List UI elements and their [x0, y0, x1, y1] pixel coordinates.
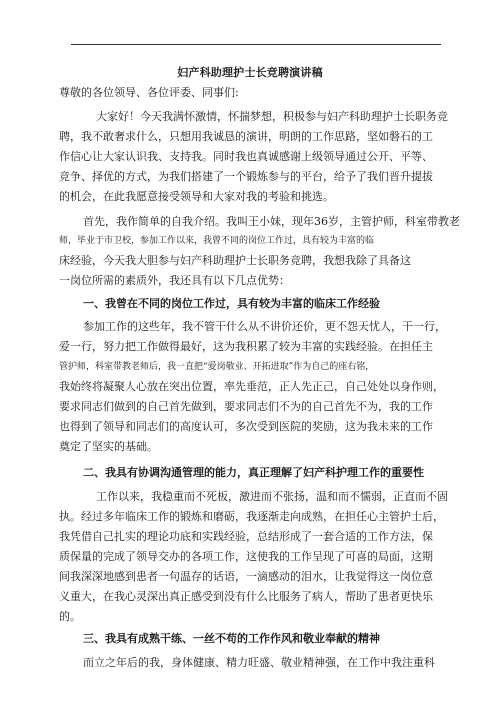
body-text-line: 义重大，在我心灵深出真正感受到没有什么比服务了病人，帮助了患者更快乐 — [59, 590, 433, 603]
body-text-line: 也得到了领导和同志们的高度认可，多次受到医院的奖励，这为我未来的工作 — [59, 420, 433, 433]
body-text-line: 奠定了坚实的基础。 — [59, 440, 158, 453]
body-text-line: 参加工作的这些年，我不管干什么从不讲价还价，更不怨天忧人，干一行， — [83, 320, 446, 333]
body-text-line: 竞争、择优的方式，为我们搭建了一个锻炼参与的平台，给予了我们晋升提拔 — [59, 170, 433, 183]
section-heading: 二、我具有协调沟通管理的能力，真正理解了妇产科护理工作的重要性 — [83, 466, 424, 479]
body-text-line: 要求同志们做到的自己首先做到，要求同志们不为的自己首先不为，我的工作 — [59, 400, 433, 413]
body-text-line: 间我深深地感到患者一句温存的话语，一滴感动的泪水，让我觉得这一岗位意 — [59, 570, 433, 583]
body-text-line: 作信心让大家认识我、支持我。同时我也真诚感谢上级领导通过公开、平等、 — [59, 150, 433, 163]
body-text-line: 我始终将凝聚人心放在突出位置，率先垂范，正人先正己，自己处处以身作则， — [59, 380, 444, 393]
body-text-line: 师，毕业于市卫校，参加工作以来，我曾不同的岗位工作过，具有较为丰富的临 — [59, 236, 375, 246]
body-text-line: 我凭借自己扎实的理论功底和实践经验，总结形成了一套合适的工作方法，保 — [59, 530, 433, 543]
body-text-line: 执。经过多年临床工作的锻炼和磨砺，我逐渐走向成熟，在担任心主管护士后， — [59, 510, 444, 523]
body-text-line: 而立之年后的我，身体健康、精力旺盛、敬业精神强，在工作中我注重科 — [83, 656, 435, 669]
section-heading: 一、我曾在不同的岗位工作过，具有较为丰富的临床工作经验 — [83, 297, 380, 310]
body-text-line: 大家好！今天我满怀激情，怀揣梦想，积极参与妇产科助理护士长职务竞 — [96, 110, 448, 123]
body-text-line: 的。 — [59, 610, 81, 623]
body-text-line: 管护师，科室带教老师后，我一直把“爱岗敬业、开拓进取”作为自己的座右铭， — [59, 362, 375, 372]
body-text-line: 聘，我不敢奢求什么，只想用我诚恳的演讲，明朗的工作思路，坚如磐石的工 — [59, 130, 433, 143]
body-text-line: 质保量的完成了领导交办的各项工作，这使我的工作呈现了可喜的局面，这期 — [59, 550, 433, 563]
body-text-line: 的机会，在此我愿意接受领导和大家对我的考验和挑选。 — [59, 190, 334, 203]
header-rule — [71, 44, 441, 45]
body-text-line: 工作以来，我稳重而不死板，激进而不张扬，温和而不懦弱，正直而不固 — [96, 490, 448, 503]
body-text-line: 床经验，今天我大胆参与妇产科助理护士长职务竞聘，我想我除了具备这 — [59, 254, 411, 267]
salutation: 尊敬的各位领导、各位评委、同事们: — [59, 86, 239, 99]
section-heading: 三、我具有成熟干练、一丝不苟的工作作风和敬业奉献的精神 — [83, 632, 380, 645]
body-text-line: 一岗位所需的素质外，我还具有以下几点优势： — [59, 274, 290, 287]
body-text-line: 爱一行，努力把工作做得最好，这为我积累了较为丰富的实践经验。在担任主 — [59, 340, 433, 353]
body-text-line: 首先，我作简单的自我介绍。我叫王小妹，现年36岁，主管护师，科室带教老 — [83, 215, 460, 228]
document-title: 妇产科助理护士长竞聘演讲稿 — [177, 66, 323, 79]
